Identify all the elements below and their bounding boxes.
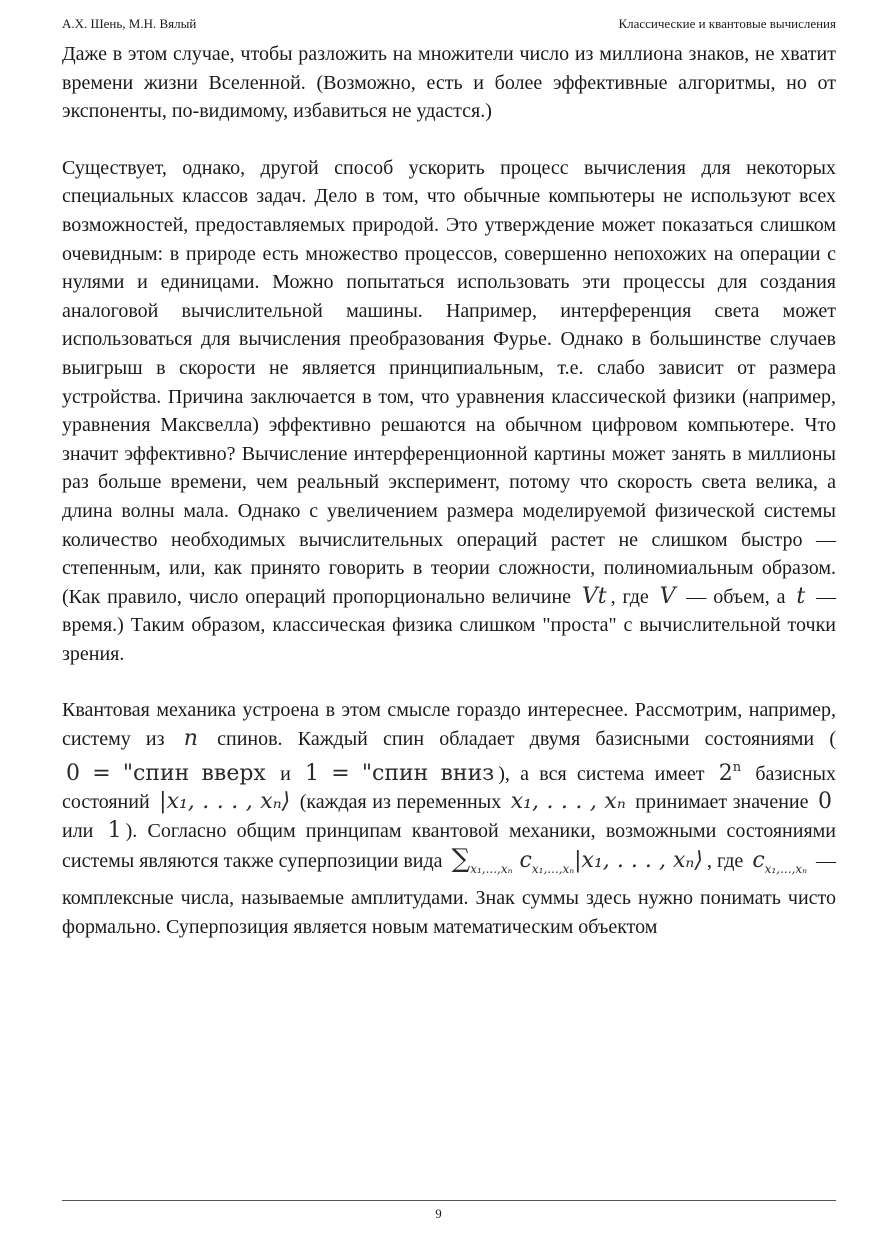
formula-two-pow-n [715,761,745,786]
formula-zero: 0 [818,789,833,815]
paragraph-2-text-3: — объем, а [686,585,786,608]
paragraph-3-text-5: базисных состояний [62,762,836,814]
formula-sum-coef-subscript: x₁,...,xₙ [531,862,575,877]
paragraph-3-text-2: спинов. Каждый спин обладает двумя базисными состояниями ( [217,728,836,751]
paragraph-3-text-9: ). Согласно общим принципам квантовой механики, возможными состояниями системы являются также суперпозиции вида [62,819,836,873]
formula-variables: x₁, . . . , xₙ [510,789,626,815]
paragraph-3-text-4: ), а вся система имеет [498,762,705,785]
formula-superposition [448,844,707,877]
formula-sum-coef: c [519,848,532,874]
formula-ket: |x₁, . . . , xₙ⟩ [159,789,291,815]
footer-divider [62,1200,836,1201]
formula-pow-base: 2 [718,760,733,786]
formula-n: n [183,726,198,752]
paragraph-3-text-7: принимает значение [635,791,809,814]
paragraph-3-text-1: Квантовая механика устроена в этом смысле гораздо интереснее. Рассмотрим, например, систему из [62,699,836,751]
formula-v: V [659,583,676,609]
formula-spin-down: 1 = "спин вниз [305,760,495,786]
formula-one: 1 [107,817,122,843]
header-book-title: Классические и квантовые вычисления [618,16,836,31]
paragraph-2 [62,154,836,669]
page-number: 9 [435,1206,442,1221]
paragraph-3-text-6: (каждая из переменных [299,791,502,814]
paragraph-1: Даже в этом случае, чтобы разложить на множители число из миллиона знаков, не хватит времени жизни Вселенной. (Возможно, есть и более эффективные алгоритмы, но от экспоненты, по-видимому, избавиться не удастся.) [62,43,836,123]
formula-pow-exp: n [732,759,742,775]
formula-t: t [796,583,806,609]
paragraph-2-text: Существует, однако, другой способ ускорить процесс вычисления для некоторых специальных классов задач. Дело в том, что обычные компьютеры не используют всех возможностей, предоставляемых природой. Это утверждение может показаться слишком очевидным: в природе есть множество процессов, совершенно непохожих на операции с нулями и единицами. Можно попытаться использовать эти процессы для создания аналоговой вычислительной машины. Например, интерференция света может использоваться для вычисления преобразования Фурье. Однако в большинстве случаев выигрыш в скорости не является принципиальным, т.е. слабо зависит от размера устройства. Причина заключается в том, что уравнения классической физики (например, уравнения Максвелла) эффективно решаются на обычном цифровом компьютере. Что значит эффективно? Вычисление интерференционной картины может занять в миллионы раз больше времени, чем реальный эксперимент, потому что скорость света велика, а длина волны мала. Однако с увеличением размера моделируемой физической системы количество необходимых вычислительных операций растет не слишком быстро — степенным, или, как принято говорить в теории сложности, полиномиальным образом. (Как правило, число операций пропорционально величине [62,156,836,608]
paragraph-3-text-10: , где [706,850,744,873]
paragraph-2-text-4: — время.) Таким образом, классическая физика слишком "проста" с вычислительной точки зрения. [62,585,837,665]
formula-sum-sign: ∑ [451,844,471,875]
page-body [62,40,836,941]
formula-coef: c [752,848,765,874]
formula-sum-subscript: x₁,...,xₙ [470,862,513,877]
paragraph-3-text-3: и [280,762,291,785]
paragraph-3-text-11: — комплексные числа, называемые амплитудами. Знак суммы здесь нужно понимать чисто формально. Суперпозиция является новым математическим объектом [62,850,837,938]
formula-spin-up: 0 = "спин вверх [66,760,266,786]
paragraph-3-text-8: или [62,819,94,842]
running-header [62,16,836,36]
formula-vt: Vt [581,583,607,609]
paragraph-3 [62,696,836,941]
formula-sum-ket: |x₁, . . . , xₙ⟩ [574,848,703,874]
header-authors: А.Х. Шень, М.Н. Вялый [62,16,197,31]
formula-coef-subscript: x₁,...,xₙ [764,862,807,877]
formula-amplitude [748,848,811,877]
paragraph-2-text-2: , где [610,585,649,608]
